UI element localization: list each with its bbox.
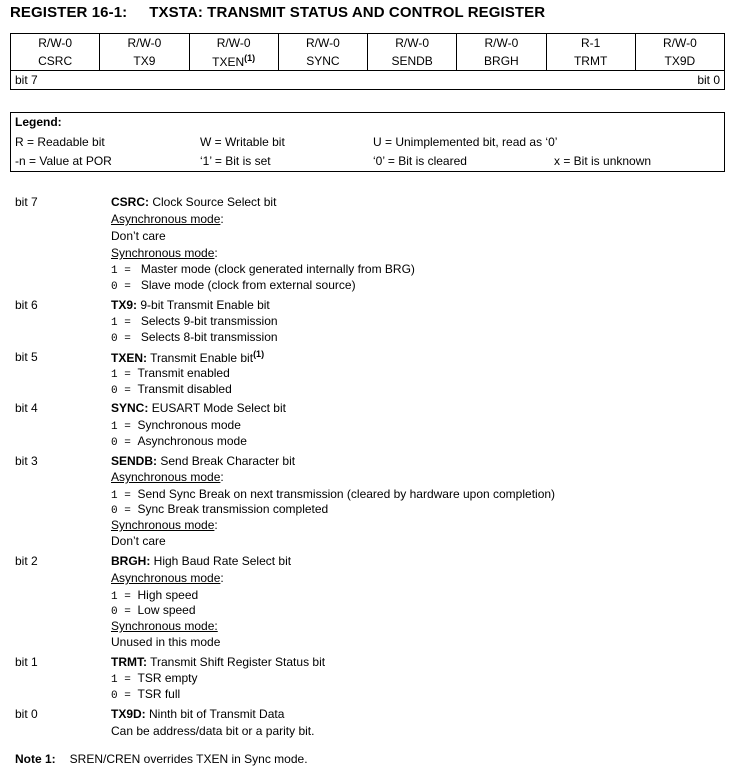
bit2-sync-text: Unused in this mode: [111, 635, 221, 649]
legend-heading: Legend:: [15, 115, 62, 129]
name-txen: TXEN: [212, 55, 245, 69]
bit2-title: BRGH: High Baud Rate Select bit: [111, 554, 292, 568]
bit3-async-heading: Asynchronous mode:: [111, 470, 224, 484]
access-cell-bit2: R/W-0: [457, 34, 546, 53]
legend-bit-cleared: ‘0’ = Bit is cleared: [373, 154, 467, 168]
bit5-label: bit 5: [15, 350, 38, 364]
bit5-value-0: 0 = Transmit disabled: [111, 382, 232, 397]
bit1-title: TRMT: Transmit Shift Register Status bit: [111, 655, 326, 669]
txen-footnote-ref: (1): [244, 53, 256, 63]
bit6-value-0: 0 = Selects 8-bit transmission: [111, 330, 278, 345]
bit2-label: bit 2: [15, 554, 38, 568]
bit7-title: [111, 195, 276, 209]
bit7-label: bit 7: [15, 195, 38, 209]
register-name: TXSTA: TRANSMIT STATUS AND CONTROL REGISTER: [149, 4, 546, 21]
footnote-label: Note 1:: [15, 752, 56, 766]
name-cell-bit2: BRGH: [457, 52, 546, 71]
bit3-sync-text: Don’t care: [111, 534, 166, 548]
bit5-footnote-ref: (1): [253, 349, 265, 359]
bit5-value-1: 1 = Transmit enabled: [111, 366, 230, 381]
bit-range-row: [11, 71, 725, 90]
bit3-title: SENDB: Send Break Character bit: [111, 454, 296, 468]
legend-readable: R = Readable bit: [15, 135, 105, 149]
name-row: [11, 52, 725, 71]
access-cell-bit1: R-1: [546, 34, 635, 53]
bit4-label: bit 4: [15, 401, 38, 415]
bit2-value-1: 1 = High speed: [111, 588, 199, 603]
register-title: [10, 4, 545, 21]
bit7-async-text: Don’t care: [111, 229, 166, 243]
bit0-title: TX9D: Ninth bit of Transmit Data: [111, 707, 285, 721]
legend-box: [10, 112, 725, 172]
bit3-sync-heading: Synchronous mode:: [111, 518, 218, 532]
access-row: [11, 34, 725, 53]
name-cell-bit1: TRMT: [546, 52, 635, 71]
bit3-value-1: 1 = Send Sync Break on next transmission (cleared by hardware upon completion): [111, 487, 556, 502]
register-bit-table: [10, 33, 725, 90]
bit6-value-1: 1 = Selects 9-bit transmission: [111, 314, 278, 329]
bit4-value-0: 0 = Asynchronous mode: [111, 434, 247, 449]
bit3-name: SENDB:: [111, 454, 158, 468]
name-cell-bit4: SYNC: [278, 52, 367, 71]
bit-range-cell: [11, 71, 725, 90]
bit1-name: TRMT:: [111, 655, 147, 669]
bit0-label: bit 0: [15, 707, 38, 721]
name-cell-bit6: TX9: [100, 52, 189, 71]
footnote: [15, 752, 308, 766]
bit7-async-heading: Asynchronous mode:: [111, 212, 224, 226]
bit2-name: BRGH:: [111, 554, 151, 568]
access-cell-bit0: R/W-0: [635, 34, 724, 53]
msb-label: bit 7: [15, 73, 38, 87]
bit2-sync-heading: Synchronous mode:: [111, 619, 218, 633]
legend-writable: W = Writable bit: [200, 135, 285, 149]
bit2-async-heading: Asynchronous mode:: [111, 571, 224, 585]
bit7-value-0: 0 = Slave mode (clock from external source): [111, 278, 356, 293]
legend-bit-set: ‘1’ = Bit is set: [200, 154, 271, 168]
register-id: REGISTER 16-1:: [10, 4, 128, 21]
bit3-label: bit 3: [15, 454, 38, 468]
bit6-title: TX9: 9-bit Transmit Enable bit: [111, 298, 270, 312]
bit0-name: TX9D:: [111, 707, 146, 721]
bit7-name: CSRC:: [111, 195, 149, 209]
bit2-value-0: 0 = Low speed: [111, 603, 196, 618]
name-cell-bit3: SENDB: [368, 52, 457, 71]
name-cell-bit0: TX9D: [635, 52, 724, 71]
bit4-name: SYNC:: [111, 401, 149, 415]
access-cell-bit4: R/W-0: [278, 34, 367, 53]
access-cell-bit6: R/W-0: [100, 34, 189, 53]
bit6-name: TX9:: [111, 298, 138, 312]
bit1-label: bit 1: [15, 655, 38, 669]
bit1-value-1: 1 = TSR empty: [111, 671, 198, 686]
bit5-title: TXEN: Transmit Enable bit$^{(1)}$: [111, 349, 265, 365]
bit7-value-1: 1 = Master mode (clock generated internally from BRG): [111, 262, 415, 277]
lsb-label: bit 0: [697, 73, 720, 87]
legend-bit-unknown: x = Bit is unknown: [554, 154, 652, 168]
bit6-label: bit 6: [15, 298, 38, 312]
bit4-title: SYNC: EUSART Mode Select bit: [111, 401, 286, 415]
footnote-text: SREN/CREN overrides TXEN in Sync mode.: [69, 752, 308, 766]
name-cell-bit7: CSRC: [11, 52, 100, 71]
name-cell-bit5: [189, 52, 278, 71]
bit7-sync-heading: Synchronous mode:: [111, 246, 218, 260]
bit3-value-0: 0 = Sync Break transmission completed: [111, 502, 329, 517]
bit0-text: Can be address/data bit or a parity bit.: [111, 724, 315, 738]
bit7-desc: Clock Source Select bit: [152, 195, 277, 209]
bit5-name: TXEN:: [111, 351, 147, 365]
bit1-value-0: 0 = TSR full: [111, 687, 181, 702]
legend-unimplemented: U = Unimplemented bit, read as ‘0’: [373, 135, 558, 149]
access-cell-bit5: R/W-0: [189, 34, 278, 53]
access-cell-bit7: R/W-0: [11, 34, 100, 53]
legend-por: -n = Value at POR: [15, 154, 112, 168]
access-cell-bit3: R/W-0: [368, 34, 457, 53]
bit4-value-1: 1 = Synchronous mode: [111, 418, 241, 433]
